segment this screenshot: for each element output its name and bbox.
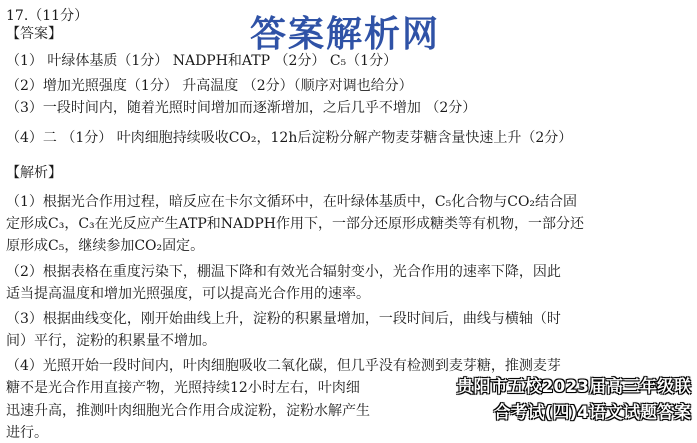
analysis-line-4: （2）根据表格在重度污染下，棚温下降和有效光合辐射变小，光合作用的速率下降，因此: [6, 264, 561, 280]
footer-watermark-line-2: 合考试(四)4语文试题答案: [493, 403, 691, 423]
top-watermark: 答案解析网: [250, 14, 441, 55]
analysis-line-6: （3）根据曲线变化，刚开始曲线上升，淀粉的积累量增加，一段时间后，曲线与横轴（时: [6, 311, 561, 327]
analysis-line-7: 间）平行，淀粉的积累量不增加。: [6, 333, 216, 349]
analysis-heading: 【解析】: [6, 165, 62, 181]
answer-line-4: （4）二 （1分） 叶肉细胞持续吸收CO₂，12h后淀粉分解产物麦芽糖含量快速上升（2分）: [6, 130, 573, 146]
analysis-line-11: 进行。: [6, 425, 48, 441]
answer-line-1: （1） 叶绿体基质（1分） NADPH和ATP （2分） C₅（1分）: [6, 53, 398, 69]
analysis-line-3: 原形成C₅，继续参加CO₂固定。: [6, 238, 205, 254]
analysis-line-9: 糖不是光合作用直接产物，光照持续12小时左右，叶肉细: [6, 380, 360, 396]
analysis-line-10: 迅速升高，推测叶肉细胞光合作用合成淀粉，淀粉水解产生: [6, 403, 370, 419]
answer-heading: 【答案】: [6, 26, 62, 42]
footer-watermark-line-1: 贵阳市五校2023届高三年级联: [456, 377, 691, 397]
answer-line-2: （2）增加光照强度（1分） 升高温度 （2分）（顺序对调也给分）: [6, 78, 413, 94]
answer-line-3: （3）一段时间内，随着光照时间增加而逐渐增加，之后几乎不增加 （2分）: [6, 100, 477, 116]
analysis-line-5: 适当提高温度和增加光照强度，可以提高光合作用的速率。: [6, 286, 370, 302]
analysis-line-8: （4）光照开始一段时间内，叶肉细胞吸收二氧化碳，但几乎没有检测到麦芽糖，推测麦芽: [6, 358, 561, 374]
analysis-line-2: 定形成C₃，C₃在光反应产生ATP和NADPH作用下，一部分还原形成糖类等有机物，一部分还: [6, 216, 584, 232]
analysis-line-1: （1）根据光合作用过程，暗反应在卡尔文循环中，在叶绿体基质中，C₅化合物与CO₂结合固: [6, 194, 578, 210]
question-number-header: 17.（11分）: [6, 8, 89, 24]
